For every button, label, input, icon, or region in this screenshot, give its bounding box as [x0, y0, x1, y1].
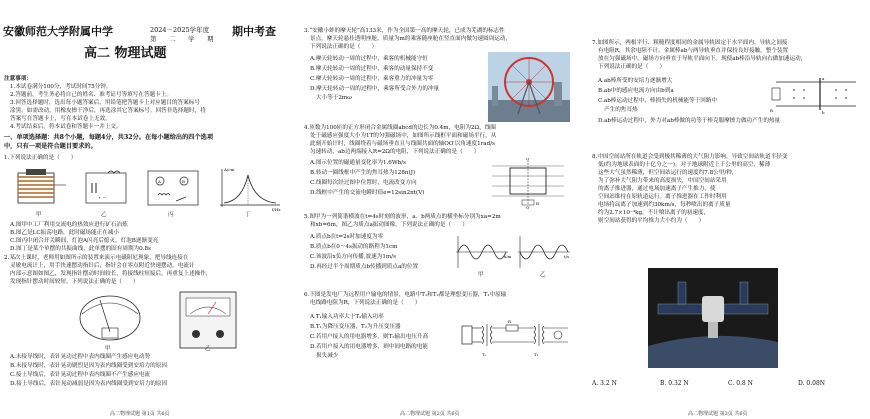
question-8-line: 低(约为地球表面的十亿分之一)，对于地球附近上千公里的高空，稀薄: [598, 162, 771, 168]
svg-text:A/cm: A/cm: [224, 167, 235, 172]
q2-option: D.接上导线后，表针晃动减弱是因为表内线圈受到安培力的原因: [10, 381, 168, 387]
page-column-2: [300, 0, 582, 419]
transformer-circuit-icon: [458, 312, 574, 360]
svg-text:T₁: T₁: [482, 352, 487, 357]
question-1: 1.下列说法正确的是（ ）: [4, 155, 77, 161]
q3-option-cont: 大小等于2mω: [316, 95, 352, 101]
q7-option: C.ab棒运动过程中，棒损失的机械能等于回路中: [598, 98, 718, 104]
fig-label: 丙: [168, 212, 174, 218]
exam-subject: 高二 物理试题: [84, 46, 167, 61]
fig-label: 乙: [540, 272, 546, 278]
coil-furnace-icon: [18, 169, 66, 203]
fig-label: 甲: [36, 212, 42, 218]
svg-text:B: B: [182, 179, 185, 184]
q4-option: D.线框中产生的交流电瞬时值e=12sin2πt(V): [310, 190, 425, 196]
school-term: 第 二 学 期: [150, 35, 217, 43]
exam-type: 期中考查: [232, 25, 276, 38]
q3-option: B.摩天轮转动一周的过程中，乘客的动量保持不变: [310, 66, 434, 72]
q6-option-cont: 损失减少: [316, 353, 339, 359]
question-8-line: 空间站维持在原轨道运行。离子推进器在工作时利用: [598, 194, 727, 200]
svg-text:t/s: t/s: [564, 254, 570, 259]
q1-option: A.图甲中工厂利用交流电的热效应进行矿石冶炼: [10, 222, 128, 228]
question-8-line: 约为2.7×10⁻⁴kg，不计喷出离子的初速度，: [598, 210, 710, 216]
note-line: 2.答题前，考生务必将自己的姓名、准考证号等填写在答题卡上。: [10, 92, 172, 98]
galvanometer-icon: [60, 288, 260, 352]
question-8-line: 则空间站获得的平均推力大小约为（ ）: [598, 218, 705, 224]
question-3-line: 景点。摩天轮悬挂透明座舱，质量为m的乘客随座舱在竖直面内做匀速圆周运动，: [310, 36, 512, 42]
question-2-line: 内部示意图如图乙，发现指针摆动时间较长，将接线柱短接后，再重复上述操作，: [10, 271, 212, 277]
svg-text:T₂: T₂: [534, 352, 539, 357]
q6-option: A.T₁输入功率大于T₂输入功率: [310, 314, 384, 320]
q7-option: D.ab棒运动过程中，外力对ab棒做的功等于棒克服摩擦力做功产生的热量: [598, 118, 781, 124]
note-line: 答案写在答题卡上，写在本试卷上无效。: [10, 116, 111, 122]
note-line: 3.回答选择题时，选出每小题答案后，用铅笔把答题卡上对应题目的答案标号: [10, 100, 200, 106]
q4-option: C.线圈每次经过图中位置时，电流改变方向: [310, 180, 417, 186]
svg-text:R: R: [536, 201, 540, 206]
rotating-coil-icon: [488, 158, 568, 210]
question-8-line: 为了弥补大气阻力带来的高度损失，中国空间站采用: [598, 178, 727, 184]
resonance-curve-icon: [220, 167, 280, 212]
q2-option: B.未接导线时，表针晃动剧烈是因为表内线圈受到安培力的原因: [10, 363, 167, 369]
note-line: 1.本试卷满分100分，考试时间75分钟。: [10, 84, 112, 90]
q3-option: A.摩天轮转动一周的过程中，乘客的机械能守恒: [310, 56, 428, 62]
question-4-line: 匀速转动，ab边两端接入R=2Ω的电阻，下列说法正确的是（ ）: [310, 149, 480, 155]
q1-option: D.图丁是某个单摆的共振曲线，此单摆的固有周期为0.8s: [10, 246, 151, 252]
q4-option: B.转动一圈线框中产生的焦耳热为128π(J): [310, 170, 416, 176]
q1-option: B.图乙是LC振荡电路，此时磁场能正在减小: [10, 230, 119, 236]
question-4-line: 处于磁感应强度大小为1T的匀强磁场中，如图所示线框平面和磁场平行，从: [310, 133, 497, 139]
question-6: 6.下图是发电厂为远程用户输电的情景，电路中T₁和T₂都是理想变压器，T₁中原输: [304, 292, 507, 298]
question-3: 3.“安徽小蚌的摩天轮”高133米，作为全国第一高的摩天轮，已成为芜湖的标志性: [304, 28, 505, 34]
q6-option: D.若用户接入的用电器增多，则中间电路的电能: [310, 344, 428, 350]
q5-option: B.质点b在0～4s振动的路程为1cm: [310, 244, 398, 250]
svg-text:R: R: [770, 108, 774, 113]
school-name: 安徽师范大学附属中学: [3, 25, 113, 38]
lc-circuit-icon: [86, 171, 126, 203]
question-7-line: 下列说法正确的是（ ）: [598, 64, 666, 70]
fig-label: 甲: [105, 346, 111, 352]
q7-option: A.ab棒所受的安培力逐渐增大: [598, 78, 673, 84]
q8-option: A. 3.2 N: [592, 380, 617, 387]
q5-option: C.该波沿x负方向传播,波速为1m/s: [310, 254, 396, 260]
svg-text:+ −: + −: [98, 195, 106, 200]
rail-circuit-icon: [770, 74, 860, 114]
q7-option: B.ab中的感应电流方向由b到a: [598, 88, 674, 94]
space-station-photo: [648, 268, 778, 368]
svg-text:O: O: [526, 158, 530, 161]
question-8-line: 的离子推进器，通过电场加速离子产生推力，使: [598, 186, 716, 192]
question-7-line: 放在匀强磁场中，磁场方向垂直于导轨平面向下。现使ab棒沿导轨向右做加速运动，: [598, 56, 807, 62]
section-title-cont: 中，只有一项是符合题目要求的。: [4, 143, 97, 150]
school-year: 2024－2025学年度: [150, 26, 210, 34]
ferris-wheel-photo: [488, 52, 570, 122]
question-8-line: 电场将氙离子加速到约30km/s，每秒喷出的离子质量: [598, 202, 731, 208]
fig-label: 乙: [205, 346, 211, 352]
question-4: 4.匝数为100匝的正方形闭合金属线圈abcd的边长为0.4m，电阻为2Ω，线圈: [304, 125, 496, 131]
question-5: 5.图甲为一列简谐横波在t=4s时刻的波形，a、b两质点的横坐标分别为xa=2m: [304, 214, 501, 220]
wave-graph-icon: [452, 232, 574, 272]
question-4-line: 此刻开始计时，线圈绕着与磁场垂直且与线圈共面的轴OO′以角速度1rad/s: [310, 141, 495, 147]
page-footer: 高二物理试题 第2页 共6页: [400, 411, 460, 417]
q4-option: A.图示位置的磁通量变化率为1.6Wb/s: [310, 160, 406, 166]
svg-text:A: A: [158, 179, 161, 184]
q5-option: A.质点b在t=2s时加速度为零: [310, 234, 384, 240]
svg-text:O′: O′: [526, 205, 531, 210]
q1-option: C.图丙中闭合开关瞬间，灯泡A闪亮后熄灭，灯泡B逐渐变亮: [10, 238, 159, 244]
q1-figures: [8, 165, 288, 215]
q6-option: C.若用户接入的用电器增多，则T₂输出电压升高: [310, 334, 429, 340]
question-5-line: 和xb=6m，图乙为质点a振动图像。下列说法正确的是（ ）: [310, 222, 468, 228]
page-footer: 高二物理试题 第1页 共6页: [110, 411, 170, 417]
q6-option: B.T₁为降压变压器，T₂为升压变压器: [310, 324, 401, 330]
question-8-line: 这些大气虽然稀薄，但空间站运行的速度约7.8公里/秒，: [598, 170, 738, 176]
svg-text:b: b: [822, 110, 825, 114]
question-3-line: 下列说法正确的是（ ）: [310, 44, 378, 50]
fig-label: 乙: [101, 212, 107, 218]
q2-option: C.接上导线后，表针晃动过程中表内线圈不产生感应电流: [10, 372, 151, 378]
q8-option: C. 0.8 N: [728, 380, 753, 387]
svg-text:R: R: [508, 319, 512, 324]
notes-title: 注意事项：: [4, 76, 32, 82]
page-column-1: [0, 0, 290, 419]
fig-label: 甲: [478, 272, 484, 278]
question-2-line: 灵敏电流计上，用手快速摆动指针后，指针会在零点附近快速摆动。电流计: [10, 263, 195, 269]
q7-option-cont: 产生的焦耳热: [604, 107, 638, 113]
note-line: 4.考试结束后，将本试卷和答题卡一并上交。: [10, 124, 122, 130]
question-6-line: 电线路电阻为R，下列说法正确的是（ ）: [310, 300, 421, 306]
question-2-line: 发现指针摆动时间较短。下列说法正确的是（ ）: [10, 279, 139, 285]
q2-option: A.未接导线时，表针晃动过程中表内线圈产生感应电动势: [10, 354, 151, 360]
page-footer: 高二物理试题 第3页 共6页: [688, 411, 748, 417]
q8-option: B. 0.32 N: [660, 380, 689, 387]
svg-text:x/m: x/m: [504, 254, 512, 259]
page-column-3: [588, 0, 870, 419]
question-7-line: 有电阻R，其余电阻不计。金属棒ab与两导轨垂直并保持良好接触，整个装置: [598, 48, 789, 54]
svg-text:f/Hz: f/Hz: [272, 207, 281, 212]
q3-option: D.摩天轮转动一周的过程中，乘客所受合外力的冲量: [310, 86, 440, 92]
section-title: 一、单项选择题：共8个小题，每题4分，共32分。在每小题给出的四个选项: [4, 134, 214, 141]
q5-option: D.再经过半个周期质点b传播到质点a的位置: [310, 264, 419, 270]
q8-option: D. 0.08N: [798, 380, 826, 387]
lamp-circuit-icon: [148, 171, 198, 205]
fig-label: 丁: [245, 212, 251, 218]
question-8: 8.中国空间站所在轨道会受到极其稀薄的大气阻力影响，导致空间站轨道半径变: [592, 154, 788, 160]
q3-option: C.摩天轮转动一周的过程中，乘客重力的冲量为零: [310, 76, 434, 82]
question-7: 7.如图所示，两根平行、粗糙程度相同的金属导轨固定于水平面内，导轨之间接: [592, 40, 788, 46]
svg-text:a: a: [822, 76, 825, 81]
note-line: 涂黑。如需改动，用橡皮擦干净后，再选涂其它答案标号。回答非选择题时，将: [10, 108, 206, 114]
question-2: 2.某次上课时，老师用如图所示的装置来演示电磁阻尼现象，把导线连接在: [4, 255, 189, 261]
